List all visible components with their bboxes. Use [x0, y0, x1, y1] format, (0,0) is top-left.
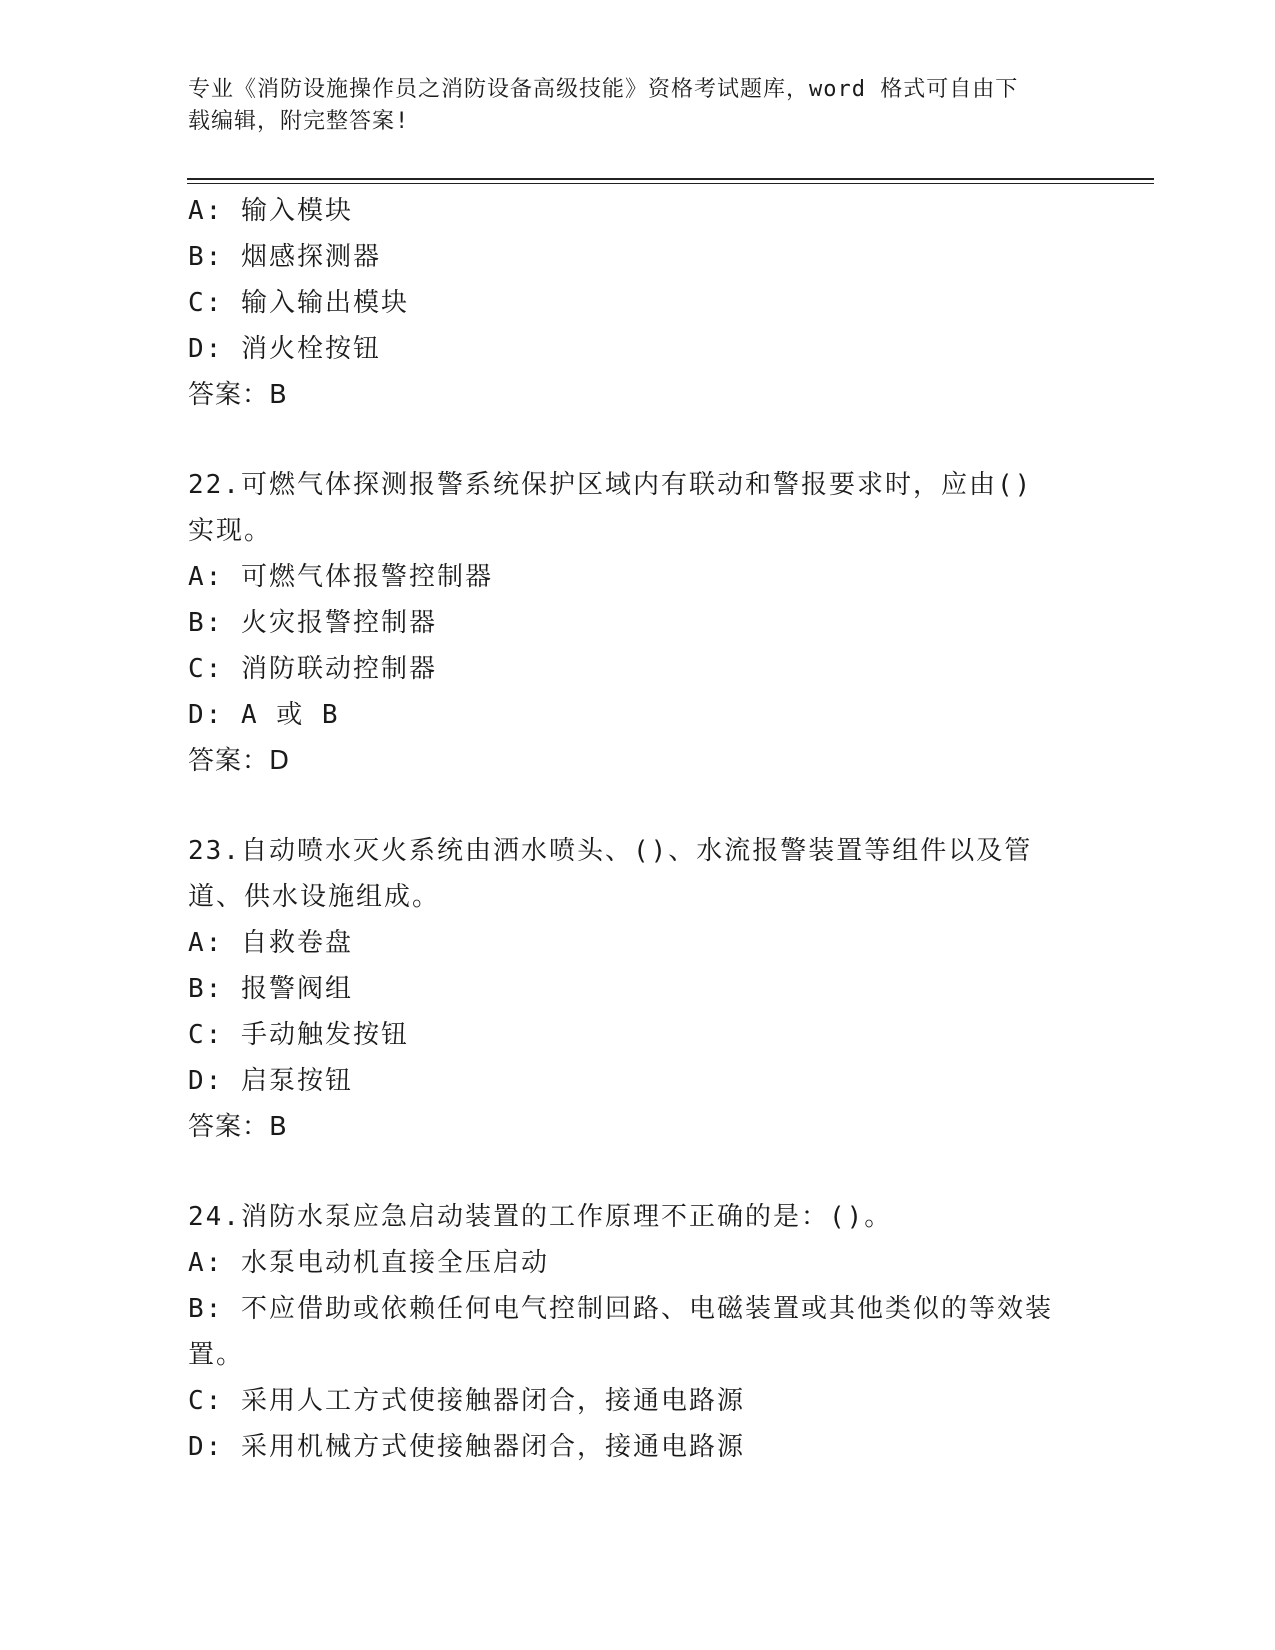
option-c: C: 输入输出模块 [188, 288, 409, 318]
header-line-1: 专业《消防设施操作员之消防设备高级技能》资格考试题库，word 格式可自由下 [188, 77, 1019, 102]
option-b: B: 烟感探测器 [188, 242, 381, 272]
option-b: B: 报警阀组 [188, 974, 353, 1004]
option-a: A: 输入模块 [188, 196, 353, 226]
question-stem-line-2: 道、供水设施组成。 [188, 882, 441, 912]
answer: 答案：B [188, 380, 288, 410]
option-a: A: 自救卷盘 [188, 928, 353, 958]
option-d: D: 启泵按钮 [188, 1066, 353, 1096]
question-list [188, 188, 1088, 1470]
option-b-line-1: B: 不应借助或依赖任何电气控制回路、电磁装置或其他类似的等效装 [188, 1294, 1053, 1324]
header-divider-thick [187, 178, 1154, 180]
option-a: A: 可燃气体报警控制器 [188, 562, 493, 592]
question-23 [188, 828, 1088, 1150]
option-b: B: 火灾报警控制器 [188, 608, 437, 638]
option-c: C: 消防联动控制器 [188, 654, 437, 684]
question-stem-line-1: 24.消防水泵应急启动装置的工作原理不正确的是：()。 [188, 1202, 893, 1232]
document-header [188, 74, 1088, 138]
answer: 答案：D [188, 746, 291, 776]
option-d: D: A 或 B [188, 700, 340, 730]
header-line-2: 载编辑，附完整答案! [188, 109, 410, 134]
option-d: D: 采用机械方式使接触器闭合，接通电路源 [188, 1432, 745, 1462]
question-24 [188, 1194, 1088, 1470]
question-stem-line-1: 23.自动喷水灭火系统由洒水喷头、()、水流报警装置等组件以及管 [188, 836, 1033, 866]
question-21-tail [188, 188, 1088, 418]
option-c: C: 手动触发按钮 [188, 1020, 409, 1050]
question-stem-line-1: 22.可燃气体探测报警系统保护区域内有联动和警报要求时，应由() [188, 470, 1033, 500]
header-divider-thin [187, 183, 1154, 184]
option-c: C: 采用人工方式使接触器闭合，接通电路源 [188, 1386, 745, 1416]
option-a: A: 水泵电动机直接全压启动 [188, 1248, 549, 1278]
question-stem-line-2: 实现。 [188, 516, 273, 546]
question-22 [188, 462, 1088, 784]
answer: 答案：B [188, 1112, 288, 1142]
option-d: D: 消火栓按钮 [188, 334, 381, 364]
option-b-line-2: 置。 [188, 1340, 245, 1370]
